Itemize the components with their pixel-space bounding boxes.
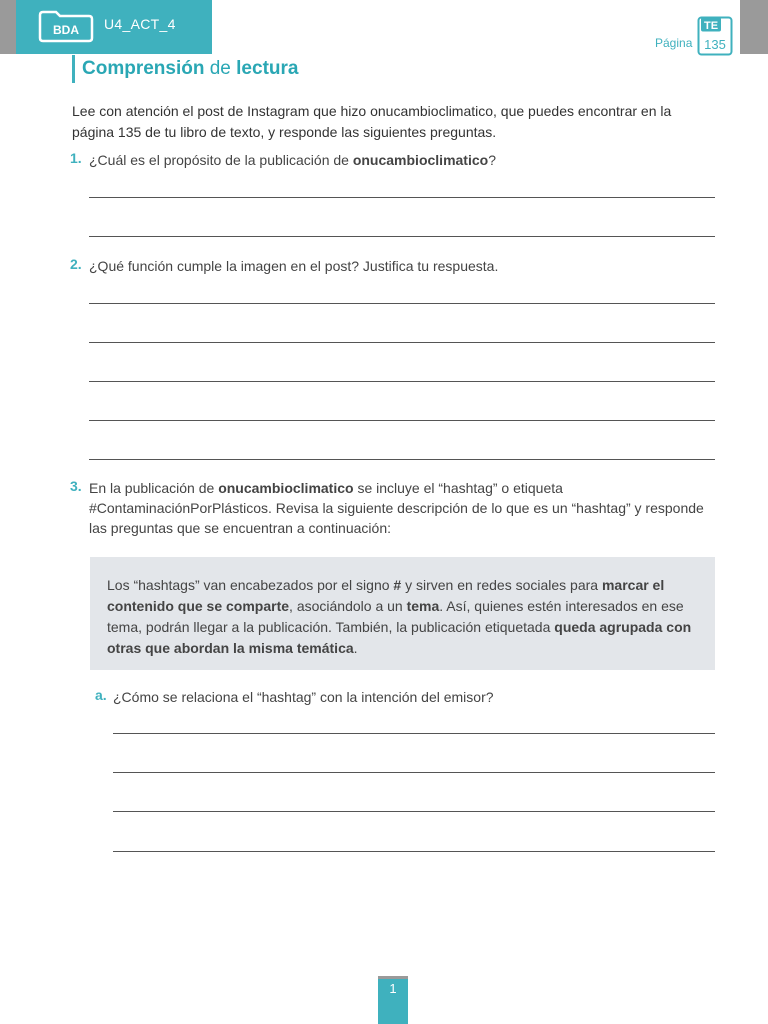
question-1-text: ¿Cuál es el propósito de la publicación de onucambioclimatico? [89, 152, 496, 168]
answer-line[interactable] [113, 772, 715, 773]
answer-line[interactable] [113, 811, 715, 812]
activity-code: U4_ACT_4 [104, 16, 176, 32]
page-label: Página [655, 36, 693, 50]
answer-line[interactable] [89, 303, 715, 304]
subquestion-a-text: ¿Cómo se relaciona el “hashtag” con la intención del emisor? [113, 689, 494, 705]
page-number: 1 [378, 976, 408, 1024]
question-2-text: ¿Qué función cumple la imagen en el post? Justifica tu respuesta. [89, 258, 499, 274]
te-label: TE [703, 20, 719, 32]
header-gray-right [740, 0, 768, 54]
page-ref: 135 [704, 37, 726, 52]
title-accent-bar [72, 55, 75, 83]
answer-line[interactable] [89, 342, 715, 343]
answer-line[interactable] [89, 381, 715, 382]
hashtag-definition-text: Los “hashtags” van encabezados por el signo # y sirven en redes sociales para marcar el contenido que se comparte, asociándolo a un tema. Así, quienes estén interesados en ese tema, podrán llegar a la publicación. También, la publicación etiquetada queda agrupada con otras que abordan la misma temática. [107, 577, 692, 656]
question-3-text: En la publicación de onucambioclimatico se incluye el “hashtag” o etiqueta #ContaminaciónPorPlásticos. Revisa la siguiente descripción de lo que es un “hashtag” y responde las preguntas que se encuentran a continuación: [89, 480, 704, 536]
answer-line[interactable] [89, 420, 715, 421]
subquestion-letter: a. [95, 687, 107, 703]
page-title: Comprensión de lectura [82, 58, 299, 79]
answer-line[interactable] [113, 733, 715, 734]
question-number: 3. [70, 478, 82, 494]
question-number: 1. [70, 150, 82, 166]
question-number: 2. [70, 256, 82, 272]
answer-line[interactable] [113, 851, 715, 852]
answer-line[interactable] [89, 459, 715, 460]
instructions-text: Lee con atención el post de Instagram que hizo onucambioclimatico, que puedes encontrar en la página 135 de tu libro de texto, y responde las siguientes preguntas. [72, 103, 672, 140]
folder-icon [36, 9, 96, 43]
header-gray-left [0, 0, 16, 54]
answer-line[interactable] [89, 236, 715, 237]
page-number-top-edge [378, 976, 408, 979]
answer-line[interactable] [89, 197, 715, 198]
bda-badge-text: BDA [53, 23, 79, 37]
textbook-page-icon [697, 16, 733, 56]
